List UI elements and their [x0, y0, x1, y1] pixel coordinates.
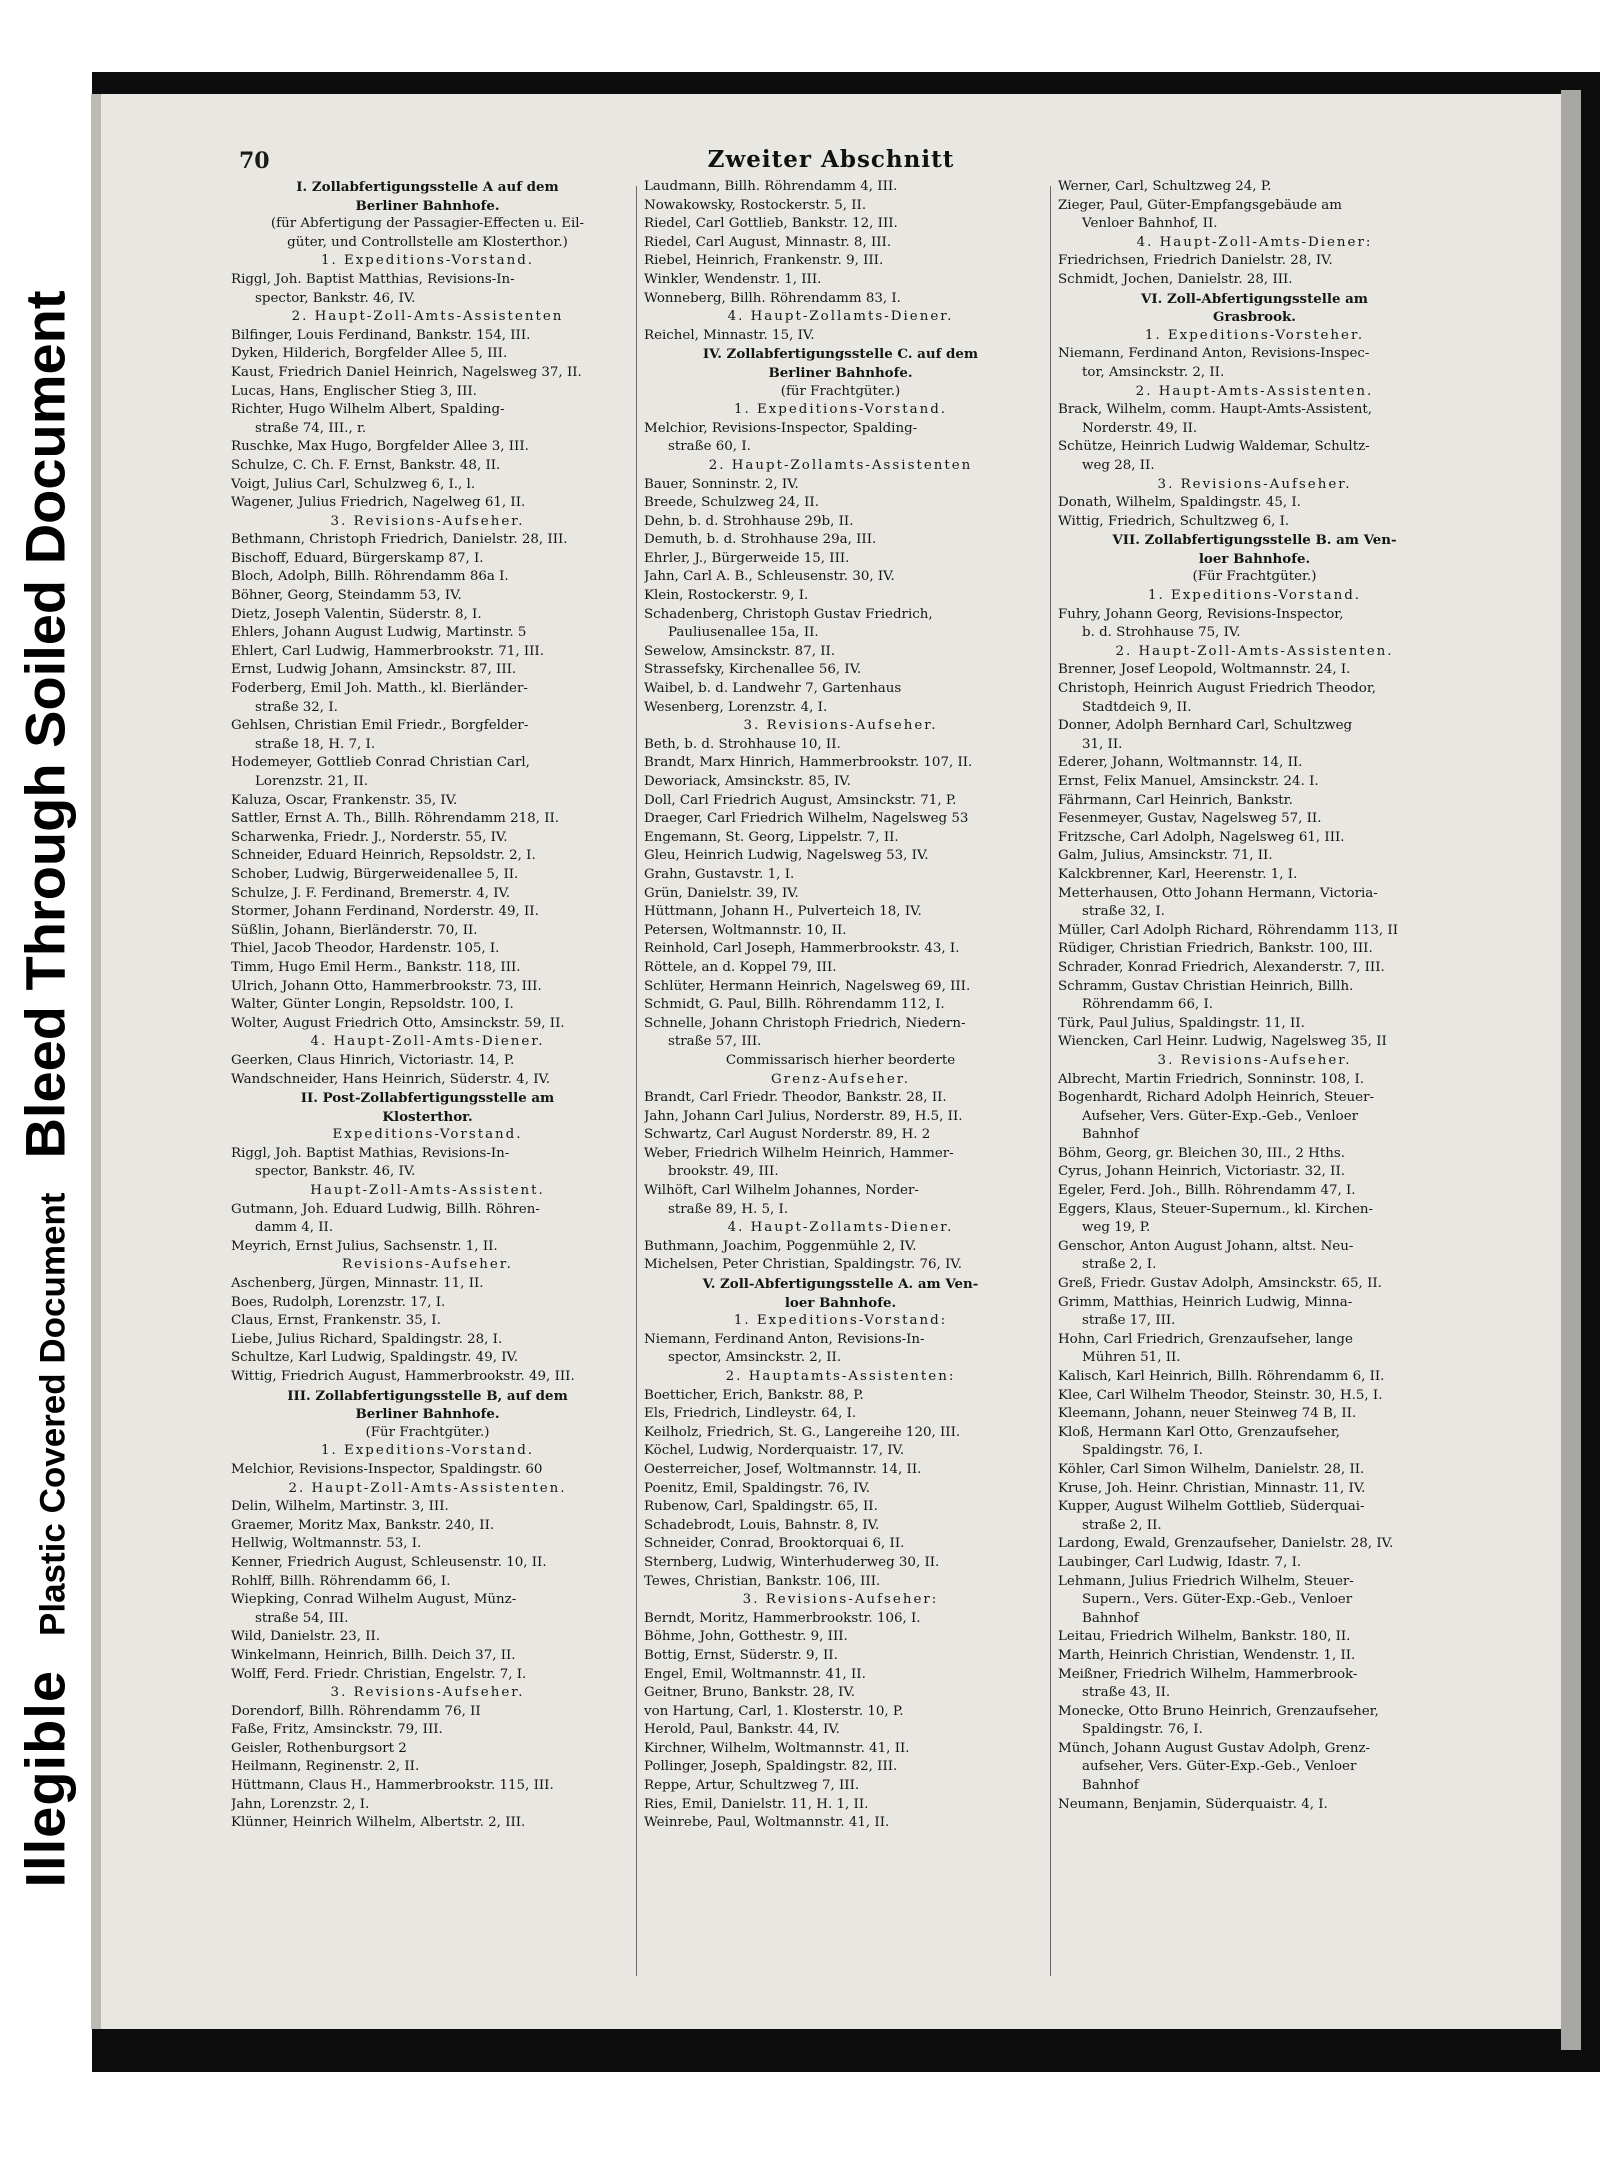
- entry-line: Winkler, Wendenstr. 1, III.: [644, 271, 822, 287]
- entry-continuation: aufseher, Vers. Güter-Exp.-Geb., Venloer: [1082, 1759, 1357, 1775]
- entry-line: Walter, Günter Longin, Repsoldstr. 100, I.: [231, 997, 514, 1013]
- entry-line: Aschenberg, Jürgen, Minnastr. 11, II.: [231, 1276, 484, 1292]
- entry-line: Demuth, b. d. Strohhause 29a, III.: [644, 532, 877, 548]
- entry-line: Gehlsen, Christian Emil Friedr., Borgfelder-: [231, 718, 529, 734]
- entry-line: Bottig, Ernst, Süderstr. 9, II.: [644, 1647, 838, 1663]
- entry-line: Werner, Carl, Schultzweg 24, P.: [1058, 179, 1272, 194]
- entry-line: Egeler, Ferd. Joh., Billh. Röhrendamm 47, I.: [1058, 1183, 1356, 1199]
- entry-line: Wilhöft, Carl Wilhelm Johannes, Norder-: [644, 1183, 919, 1199]
- stamp-bleed-through: Bleed Through Soiled Document: [13, 290, 77, 1159]
- entry-line: Petersen, Woltmannstr. 10, II.: [644, 922, 847, 938]
- entry-continuation: spector, Amsinckstr. 2, II.: [668, 1350, 842, 1366]
- entry-line: Boetticher, Erich, Bankstr. 88, P.: [644, 1387, 864, 1403]
- entry-line: Türk, Paul Julius, Spaldingstr. 11, II.: [1058, 1015, 1305, 1031]
- entry-line: Schneider, Eduard Heinrich, Repsoldstr. 2, I.: [231, 848, 536, 864]
- rank-heading: 2. Haupt-Zoll-Amts-Assistenten: [291, 309, 564, 325]
- section-heading: IV. Zollabfertigungsstelle C. auf dem: [702, 346, 979, 363]
- entry-line: Buthmann, Joachim, Poggenmühle 2, IV.: [644, 1238, 917, 1254]
- entry-line: Böhme, John, Gotthestr. 9, III.: [644, 1629, 848, 1645]
- entry-line: Heilmann, Reginenstr. 2, II.: [231, 1759, 420, 1775]
- entry-line: Süßlin, Johann, Bierländerstr. 70, II.: [231, 922, 478, 938]
- entry-line: Jahn, Johann Carl Julius, Norderstr. 89, H.5, II.: [644, 1108, 963, 1124]
- entry-line: Kalisch, Karl Heinrich, Billh. Röhrendamm 6, II.: [1058, 1369, 1385, 1384]
- entry-line: Klein, Rostockerstr. 9, I.: [644, 588, 809, 604]
- entry-continuation: straße 17, III.: [1082, 1313, 1176, 1329]
- entry-line: Els, Friedrich, Lindleystr. 64, I.: [644, 1406, 857, 1422]
- entry-line: Herold, Paul, Bankstr. 44, IV.: [644, 1722, 840, 1738]
- entry-line: Wild, Danielstr. 23, II.: [231, 1629, 381, 1645]
- entry-line: Hüttmann, Johann H., Pulverteich 18, IV.: [644, 904, 922, 920]
- entry-line: von Hartung, Carl, 1. Klosterstr. 10, P.: [644, 1703, 904, 1719]
- rank-heading: 3. Revisions-Aufseher:: [742, 1592, 939, 1608]
- column-rule: [1050, 186, 1051, 1976]
- entry-line: Geerken, Claus Hinrich, Victoriastr. 14, P.: [231, 1052, 515, 1068]
- rank-heading: 4. Haupt-Zollamts-Diener.: [727, 1220, 954, 1236]
- entry-line: Dehn, b. d. Strohhause 29b, II.: [644, 513, 854, 529]
- entry-line: Schlüter, Hermann Heinrich, Nagelsweg 69, III.: [644, 978, 971, 994]
- entry-line: Bethmann, Christoph Friedrich, Danielstr. 28, III.: [231, 532, 568, 548]
- entry-line: Breede, Schulzweg 24, II.: [644, 495, 819, 511]
- entry-line: Schwartz, Carl August Norderstr. 89, H. 2: [644, 1127, 931, 1143]
- entry-line: Jahn, Lorenzstr. 2, I.: [231, 1796, 370, 1812]
- entry-line: Riebel, Heinrich, Frankenstr. 9, III.: [644, 253, 884, 269]
- entry-continuation: straße 18, H. 7, I.: [255, 736, 376, 752]
- entry-line: Rüdiger, Christian Friedrich, Bankstr. 100, III.: [1058, 941, 1373, 957]
- entry-line: Beth, b. d. Strohhause 10, II.: [644, 736, 841, 752]
- entry-line: Liebe, Julius Richard, Spaldingstr. 28, I.: [231, 1331, 503, 1347]
- section-note: (für Abfertigung der Passagier-Effecten u. Eil-: [270, 216, 585, 232]
- entry-continuation: Supern., Vers. Güter-Exp.-Geb., Venloer: [1082, 1592, 1353, 1608]
- rank-heading: 2. Haupt-Amts-Assistenten.: [1135, 383, 1374, 399]
- entry-continuation: Aufseher, Vers. Güter-Exp.-Geb., Venloer: [1082, 1108, 1359, 1124]
- entry-line: Weinrebe, Paul, Woltmannstr. 41, II.: [644, 1815, 890, 1831]
- entry-line: Lardong, Ewald, Grenzaufseher, Danielstr. 28, IV.: [1058, 1536, 1394, 1552]
- entry-line: Ruschke, Max Hugo, Borgfelder Allee 3, III.: [231, 439, 529, 455]
- section-heading: III. Zollabfertigungsstelle B, auf dem: [287, 1387, 568, 1404]
- entry-line: Grimm, Matthias, Heinrich Ludwig, Minna-: [1058, 1294, 1353, 1310]
- rank-heading: 3. Revisions-Aufseher.: [743, 718, 938, 734]
- rank-heading: 4. Haupt-Zoll-Amts-Diener.: [310, 1034, 545, 1050]
- entry-line: Sewelow, Amsinckstr. 87, II.: [644, 643, 836, 659]
- entry-line: Weber, Friedrich Wilhelm Heinrich, Hammer-: [644, 1145, 954, 1161]
- entry-line: Lehmann, Julius Friedrich Wilhelm, Steuer-: [1058, 1573, 1354, 1589]
- rank-heading: 3. Revisions-Aufseher.: [1157, 476, 1352, 492]
- entry-line: Waibel, b. d. Landwehr 7, Gartenhaus: [644, 681, 902, 697]
- entry-line: Dyken, Hilderich, Borgfelder Allee 5, III.: [231, 346, 508, 362]
- section-heading: VII. Zollabfertigungsstelle B. am Ven-: [1112, 532, 1397, 549]
- entry-line: Köhler, Carl Simon Wilhelm, Danielstr. 28, II.: [1058, 1461, 1365, 1477]
- rank-heading: 3. Revisions-Aufseher.: [330, 1685, 525, 1701]
- entry-line: Bloch, Adolph, Billh. Röhrendamm 86a I.: [231, 569, 509, 585]
- section-note: (für Frachtgüter.): [780, 383, 901, 399]
- entry-line: Ehlers, Johann August Ludwig, Martinstr. 5: [231, 625, 527, 641]
- entry-line: Christoph, Heinrich August Friedrich Theodor,: [1058, 681, 1377, 697]
- entry-line: Pollinger, Joseph, Spaldingstr. 82, III.: [644, 1759, 898, 1775]
- entry-continuation: weg 19, P.: [1082, 1220, 1151, 1236]
- entry-line: Brandt, Carl Friedr. Theodor, Bankstr. 28, II.: [644, 1090, 947, 1106]
- entry-line: Riedel, Carl August, Minnastr. 8, III.: [644, 234, 892, 250]
- entry-line: Voigt, Julius Carl, Schulzweg 6, I., l.: [231, 476, 476, 492]
- rank-heading: 1. Expeditions-Vorstand:: [733, 1313, 948, 1329]
- entry-line: Ernst, Felix Manuel, Amsinckstr. 24. I.: [1058, 774, 1319, 789]
- entry-line: Brenner, Josef Leopold, Woltmannstr. 24, I.: [1058, 662, 1351, 678]
- stamp-plastic-covered: Plastic Covered Document: [33, 1192, 73, 1636]
- entry-line: Brandt, Marx Hinrich, Hammerbrookstr. 107, II.: [644, 755, 973, 771]
- entry-line: Laudmann, Billh. Röhrendamm 4, III.: [644, 179, 898, 194]
- entry-continuation: spector, Bankstr. 46, IV.: [255, 1164, 416, 1180]
- entry-continuation: 31, II.: [1082, 736, 1123, 752]
- entry-continuation: straße 32, I.: [255, 699, 338, 715]
- entry-line: Claus, Ernst, Frankenstr. 35, I.: [231, 1313, 441, 1329]
- section-heading: I. Zollabfertigungsstelle A auf dem: [296, 179, 559, 195]
- entry-continuation: b. d. Strohhause 75, IV.: [1082, 625, 1241, 641]
- entry-line: Richter, Hugo Wilhelm Albert, Spalding-: [231, 402, 505, 418]
- section-note: güter, und Controllstelle am Klosterthor.): [287, 234, 568, 250]
- entry-continuation: brookstr. 49, III.: [668, 1164, 779, 1180]
- running-head: Zweiter Abschnitt: [707, 146, 955, 173]
- entry-line: Grün, Danielstr. 39, IV.: [644, 885, 799, 901]
- entry-line: Cyrus, Johann Heinrich, Victoriastr. 32, II.: [1058, 1164, 1346, 1180]
- section-heading: Grasbrook.: [1213, 309, 1296, 326]
- entry-line: Riggl, Joh. Baptist Matthias, Revisions-In-: [231, 271, 515, 287]
- section-heading: Berliner Bahnhofe.: [768, 364, 913, 381]
- entry-line: Schulze, C. Ch. F. Ernst, Bankstr. 48, II.: [231, 457, 501, 473]
- entry-continuation: straße 54, III.: [255, 1610, 349, 1626]
- entry-line: Nowakowsky, Rostockerstr. 5, II.: [644, 197, 867, 213]
- entry-line: Neumann, Benjamin, Süderquaistr. 4, I.: [1058, 1796, 1328, 1812]
- rank-heading: 4. Haupt-Zoll-Amts-Diener:: [1136, 234, 1373, 250]
- entry-line: Sattler, Ernst A. Th., Billh. Röhrendamm 218, II.: [231, 811, 560, 827]
- entry-line: Melchior, Revisions-Inspector, Spaldingstr. 60: [231, 1461, 543, 1477]
- rank-heading: 1. Expeditions-Vorstand.: [320, 1443, 535, 1459]
- entry-line: Brack, Wilhelm, comm. Haupt-Amts-Assistent,: [1058, 402, 1372, 418]
- entry-line: Schmidt, Jochen, Danielstr. 28, III.: [1058, 271, 1293, 287]
- entry-line: Bischoff, Eduard, Bürgerskamp 87, I.: [231, 550, 484, 566]
- book-page: [91, 94, 1561, 2029]
- rank-heading: 4. Haupt-Zollamts-Diener.: [727, 309, 954, 325]
- rank-heading: Revisions-Aufseher.: [342, 1257, 513, 1273]
- entry-line: Wolff, Ferd. Friedr. Christian, Engelstr. 7, I.: [231, 1666, 527, 1682]
- column-rule: [636, 186, 637, 1976]
- entry-line: Ulrich, Johann Otto, Hammerbrookstr. 73, III.: [231, 978, 542, 994]
- entry-line: Bauer, Sonninstr. 2, IV.: [644, 476, 799, 492]
- entry-line: Friedrichsen, Friedrich Danielstr. 28, IV.: [1058, 253, 1333, 269]
- entry-line: Wonneberg, Billh. Röhrendamm 83, I.: [644, 290, 901, 306]
- rank-heading: Grenz-Aufseher.: [770, 1071, 910, 1087]
- entry-continuation: Norderstr. 49, II.: [1082, 420, 1198, 436]
- entry-line: Deworiack, Amsinckstr. 85, IV.: [644, 774, 851, 789]
- section-heading: loer Bahnhofe.: [1198, 550, 1311, 567]
- entry-line: Zieger, Paul, Güter-Empfangsgebäude am: [1058, 197, 1342, 213]
- entry-continuation: spector, Bankstr. 46, IV.: [255, 290, 416, 306]
- entry-line: Thiel, Jacob Theodor, Hardenstr. 105, I.: [231, 941, 500, 957]
- column-left: [231, 178, 624, 2008]
- entry-line: Grahn, Gustavstr. 1, I.: [644, 866, 795, 882]
- entry-line: Hellwig, Woltmannstr. 53, I.: [231, 1536, 422, 1552]
- entry-line: Reichel, Minnastr. 15, IV.: [644, 327, 815, 343]
- entry-line: Reppe, Artur, Schultzweg 7, III.: [644, 1778, 860, 1794]
- entry-line: Tewes, Christian, Bankstr. 106, III.: [644, 1573, 881, 1589]
- entry-line: Klünner, Heinrich Wilhelm, Albertstr. 2, III.: [231, 1815, 526, 1831]
- entry-line: Wiepking, Conrad Wilhelm August, Münz-: [231, 1592, 517, 1608]
- entry-line: Metterhausen, Otto Johann Hermann, Victoria-: [1058, 885, 1378, 901]
- entry-line: Schmidt, G. Paul, Billh. Röhrendamm 112, I.: [644, 997, 945, 1013]
- rank-heading: 2. Hauptamts-Assistenten:: [725, 1369, 956, 1384]
- entry-line: Donath, Wilhelm, Spaldingstr. 45, I.: [1058, 495, 1301, 511]
- entry-continuation: weg 28, II.: [1082, 457, 1155, 473]
- entry-line: Strassefsky, Kirchenallee 56, IV.: [644, 662, 862, 678]
- entry-continuation: straße 43, II.: [1082, 1685, 1171, 1701]
- entry-line: Ehlert, Carl Ludwig, Hammerbrookstr. 71, III.: [231, 643, 544, 659]
- entry-line: Wandschneider, Hans Heinrich, Süderstr. 4, IV.: [231, 1071, 551, 1087]
- stamp-text-group: [13, 290, 78, 1887]
- entry-line: Timm, Hugo Emil Herm., Bankstr. 118, III.: [231, 959, 521, 975]
- entry-line: Fährmann, Carl Heinrich, Bankstr.: [1058, 792, 1293, 808]
- entry-line: Niemann, Ferdinand Anton, Revisions-In-: [644, 1331, 925, 1347]
- entry-line: Monecke, Otto Bruno Heinrich, Grenzaufseher,: [1058, 1703, 1379, 1719]
- entry-line: Schultze, Karl Ludwig, Spaldingstr. 49, IV.: [231, 1350, 519, 1366]
- entry-line: Reinhold, Carl Joseph, Hammerbrookstr. 43, I.: [644, 941, 960, 957]
- section-heading: Klosterthor.: [382, 1108, 473, 1125]
- entry-line: Köchel, Ludwig, Norderquaistr. 17, IV.: [644, 1443, 905, 1459]
- entry-line: Marth, Heinrich Christian, Wendenstr. 1, II.: [1058, 1647, 1356, 1663]
- section-note: (Für Frachtgüter.): [365, 1424, 490, 1440]
- entry-line: Schober, Ludwig, Bürgerweidenallee 5, II.: [231, 866, 519, 882]
- entry-line: Kalckbrenner, Karl, Heerenstr. 1, I.: [1058, 866, 1298, 882]
- entry-line: Boes, Rudolph, Lorenzstr. 17, I.: [231, 1294, 446, 1310]
- entry-line: Schadebrodt, Louis, Bahnstr. 8, IV.: [644, 1517, 880, 1533]
- entry-line: Foderberg, Emil Joh. Matth., kl. Bierländer-: [231, 681, 528, 697]
- entry-line: Rubenow, Carl, Spaldingstr. 65, II.: [644, 1499, 878, 1515]
- entry-line: Kenner, Friedrich August, Schleusenstr. 10, II.: [231, 1554, 547, 1570]
- entry-continuation: straße 60, I.: [668, 439, 751, 455]
- entry-line: Leitau, Friedrich Wilhelm, Bankstr. 180, II.: [1058, 1629, 1351, 1645]
- column-middle: [644, 178, 1037, 2008]
- rank-heading: 1. Expeditions-Vorstand.: [1147, 588, 1362, 604]
- entry-line: Wagener, Julius Friedrich, Nagelweg 61, II.: [231, 495, 526, 511]
- entry-continuation: Bahnhof: [1082, 1610, 1139, 1626]
- entry-continuation: Bahnhof: [1082, 1127, 1139, 1143]
- entry-line: Keilholz, Friedrich, St. G., Langereihe 120, III.: [644, 1424, 961, 1440]
- entry-line: Poenitz, Emil, Spaldingstr. 76, IV.: [644, 1480, 871, 1496]
- entry-line: Riggl, Joh. Baptist Mathias, Revisions-In-: [231, 1145, 510, 1161]
- entry-line: Kaust, Friedrich Daniel Heinrich, Nagelsweg 37, II.: [231, 364, 582, 380]
- rank-heading: 1. Expeditions-Vorstand.: [733, 402, 948, 418]
- entry-line: Delin, Wilhelm, Martinstr. 3, III.: [231, 1499, 449, 1515]
- page-number: 70: [239, 148, 270, 174]
- entry-line: Kloß, Hermann Karl Otto, Grenzaufseher,: [1058, 1424, 1341, 1440]
- entry-line: Wiencken, Carl Heinr. Ludwig, Nagelsweg 35, II: [1058, 1034, 1387, 1050]
- entry-line: Röttele, an d. Koppel 79, III.: [644, 959, 837, 975]
- entry-continuation: straße 2, II.: [1082, 1517, 1162, 1533]
- entry-continuation: straße 57, III.: [668, 1034, 762, 1050]
- section-note: Commissarisch hierher beorderte: [725, 1052, 956, 1068]
- entry-line: Bilfinger, Louis Ferdinand, Bankstr. 154, III.: [231, 327, 531, 343]
- entry-line: Faße, Fritz, Amsinckstr. 79, III.: [231, 1722, 443, 1738]
- entry-line: Schneider, Conrad, Brooktorquai 6, II.: [644, 1536, 905, 1552]
- entry-line: Kaluza, Oscar, Frankenstr. 35, IV.: [231, 792, 458, 808]
- entry-line: Hohn, Carl Friedrich, Grenzaufseher, lange: [1058, 1331, 1353, 1347]
- entry-line: Fritzsche, Carl Adolph, Nagelsweg 61, III.: [1058, 829, 1345, 845]
- entry-continuation: Lorenzstr. 21, II.: [255, 774, 369, 789]
- entry-continuation: Stadtdeich 9, II.: [1082, 699, 1192, 715]
- entry-line: Wittig, Friedrich, Schultzweg 6, I.: [1058, 513, 1290, 529]
- document-condition-stamp: [0, 0, 90, 2177]
- entry-continuation: straße 74, III., r.: [255, 420, 367, 436]
- entry-line: Gleu, Heinrich Ludwig, Nagelsweg 53, IV.: [644, 848, 929, 864]
- entry-line: Riedel, Carl Gottlieb, Bankstr. 12, III.: [644, 216, 898, 232]
- entry-line: Ries, Emil, Danielstr. 11, H. 1, II.: [644, 1796, 869, 1812]
- rank-heading: 1. Expeditions-Vorsteher.: [1144, 327, 1365, 343]
- entry-line: Hüttmann, Claus H., Hammerbrookstr. 115, III.: [231, 1778, 554, 1794]
- entry-line: Albrecht, Martin Friedrich, Sonninstr. 108, I.: [1058, 1071, 1365, 1087]
- entry-line: Engel, Emil, Woltmannstr. 41, II.: [644, 1666, 866, 1682]
- entry-continuation: tor, Amsinckstr. 2, II.: [1082, 364, 1225, 380]
- entry-line: Gutmann, Joh. Eduard Ludwig, Billh. Röhren-: [231, 1201, 540, 1217]
- entry-line: Winkelmann, Heinrich, Billh. Deich 37, II.: [231, 1647, 516, 1663]
- entry-line: Ehrler, J., Bürgerweide 15, III.: [644, 550, 850, 566]
- entry-line: Kruse, Joh. Heinr. Christian, Minnastr. 11, IV.: [1058, 1480, 1366, 1496]
- entry-line: Müller, Carl Adolph Richard, Röhrendamm 113, II: [1058, 922, 1399, 938]
- entry-line: Oesterreicher, Josef, Woltmannstr. 14, II.: [644, 1461, 922, 1477]
- entry-line: Schnelle, Johann Christoph Friedrich, Niedern-: [644, 1015, 966, 1031]
- entry-line: Fesenmeyer, Gustav, Nagelsweg 57, II.: [1058, 811, 1322, 827]
- entry-line: Schrader, Konrad Friedrich, Alexanderstr. 7, III.: [1058, 959, 1385, 975]
- section-heading: II. Post-Zollabfertigungsstelle am: [300, 1090, 555, 1107]
- entry-line: Bogenhardt, Richard Adolph Heinrich, Steuer-: [1058, 1090, 1375, 1106]
- entry-line: Münch, Johann August Gustav Adolph, Grenz-: [1058, 1740, 1371, 1756]
- entry-line: Wittig, Friedrich August, Hammerbrookstr. 49, III.: [231, 1369, 575, 1384]
- entry-line: Scharwenka, Friedr. J., Norderstr. 55, IV.: [231, 829, 508, 845]
- entry-line: Lucas, Hans, Englischer Stieg 3, III.: [231, 383, 477, 399]
- entry-continuation: damm 4, II.: [255, 1220, 334, 1236]
- entry-line: Melchior, Revisions-Inspector, Spalding-: [644, 420, 918, 436]
- entry-line: Dietz, Joseph Valentin, Süderstr. 8, I.: [231, 606, 482, 622]
- entry-line: Donner, Adolph Bernhard Carl, Schultzweg: [1058, 718, 1353, 734]
- entry-line: Draeger, Carl Friedrich Wilhelm, Nagelsweg 53: [644, 811, 969, 827]
- entry-continuation: Spaldingstr. 76, I.: [1082, 1443, 1203, 1459]
- entry-continuation: straße 89, H. 5, I.: [668, 1201, 789, 1217]
- entry-continuation: straße 2, I.: [1082, 1257, 1157, 1273]
- section-heading: VI. Zoll-Abfertigungsstelle am: [1141, 290, 1368, 307]
- entry-line: Meißner, Friedrich Wilhelm, Hammerbrook-: [1058, 1666, 1358, 1682]
- section-heading: loer Bahnhofe.: [784, 1294, 897, 1311]
- rank-heading: 2. Haupt-Zoll-Amts-Assistenten.: [288, 1480, 567, 1496]
- entry-line: Eggers, Klaus, Steuer-Supernum., kl. Kirchen-: [1058, 1201, 1374, 1217]
- rank-heading: 2. Haupt-Zoll-Amts-Assistenten.: [1115, 643, 1394, 659]
- rank-heading: Expeditions-Vorstand.: [332, 1127, 523, 1143]
- entry-line: Rohlff, Billh. Röhrendamm 66, I.: [231, 1573, 451, 1589]
- entry-line: Fuhry, Johann Georg, Revisions-Inspector,: [1058, 606, 1344, 622]
- stamp-illegible: Illegible: [13, 1669, 77, 1887]
- section-heading: Berliner Bahnhofe.: [355, 197, 500, 214]
- entry-line: Galm, Julius, Amsinckstr. 71, II.: [1058, 848, 1273, 864]
- entry-line: Ederer, Johann, Woltmannstr. 14, II.: [1058, 755, 1303, 771]
- rank-heading: Haupt-Zoll-Amts-Assistent.: [310, 1183, 545, 1199]
- entry-line: Doll, Carl Friedrich August, Amsinckstr. 71, P.: [644, 792, 957, 808]
- entry-line: Dorendorf, Billh. Röhrendamm 76, II: [231, 1703, 481, 1719]
- entry-line: Graemer, Moritz Max, Bankstr. 240, II.: [231, 1517, 495, 1533]
- entry-line: Niemann, Ferdinand Anton, Revisions-Inspec-: [1058, 346, 1370, 362]
- entry-line: Jahn, Carl A. B., Schleusenstr. 30, IV.: [644, 569, 895, 585]
- section-heading: Berliner Bahnhofe.: [355, 1406, 500, 1423]
- entry-continuation: straße 32, I.: [1082, 904, 1165, 920]
- entry-line: Schütze, Heinrich Ludwig Waldemar, Schultz-: [1058, 439, 1370, 455]
- rank-heading: 1. Expeditions-Vorstand.: [320, 253, 535, 269]
- entry-line: Schramm, Gustav Christian Heinrich, Billh.: [1058, 978, 1354, 994]
- entry-line: Böhner, Georg, Steindamm 53, IV.: [231, 588, 462, 604]
- entry-line: Schadenberg, Christoph Gustav Friedrich,: [644, 606, 933, 622]
- entry-line: Michelsen, Peter Christian, Spaldingstr. 76, IV.: [644, 1257, 962, 1273]
- entry-line: Engemann, St. Georg, Lippelstr. 7, II.: [644, 829, 899, 845]
- entry-line: Kupper, August Wilhelm Gottlieb, Süderquai-: [1058, 1499, 1365, 1515]
- entry-continuation: Pauliusenallee 15a, II.: [668, 625, 819, 641]
- entry-line: Wesenberg, Lorenzstr. 4, I.: [644, 699, 828, 715]
- rank-heading: 2. Haupt-Zollamts-Assistenten: [708, 457, 973, 473]
- section-heading: V. Zoll-Abfertigungsstelle A. am Ven-: [702, 1276, 979, 1293]
- entry-line: Stormer, Johann Ferdinand, Norderstr. 49, II.: [231, 904, 539, 920]
- entry-continuation: Röhrendamm 66, I.: [1082, 997, 1214, 1013]
- entry-line: Genschor, Anton August Johann, altst. Neu-: [1058, 1238, 1354, 1254]
- entry-line: Greß, Friedr. Gustav Adolph, Amsinckstr. 65, II.: [1058, 1276, 1382, 1292]
- entry-line: Meyrich, Ernst Julius, Sachsenstr. 1, II.: [231, 1238, 498, 1254]
- entry-continuation: Spaldingstr. 76, I.: [1082, 1722, 1203, 1738]
- entry-line: Hodemeyer, Gottlieb Conrad Christian Carl,: [231, 755, 530, 771]
- entry-line: Wolter, August Friedrich Otto, Amsinckstr. 59, II.: [231, 1015, 565, 1031]
- entry-line: Klee, Carl Wilhelm Theodor, Steinstr. 30, H.5, I.: [1058, 1387, 1383, 1403]
- column-right: [1058, 178, 1451, 2008]
- entry-line: Kirchner, Wilhelm, Woltmannstr. 41, II.: [644, 1740, 910, 1756]
- entry-line: Geisler, Rothenburgsort 2: [231, 1740, 407, 1756]
- entry-continuation: Bahnhof: [1082, 1778, 1139, 1794]
- adjacent-page-edge: [1561, 90, 1581, 2050]
- entry-line: Schulze, J. F. Ferdinand, Bremerstr. 4, IV.: [231, 885, 511, 901]
- entry-continuation: Mühren 51, II.: [1082, 1350, 1181, 1366]
- rank-heading: 3. Revisions-Aufseher.: [1157, 1052, 1352, 1068]
- section-note: (Für Frachtgüter.): [1192, 569, 1317, 585]
- entry-line: Kleemann, Johann, neuer Steinweg 74 B, II.: [1058, 1406, 1357, 1422]
- entry-line: Geitner, Bruno, Bankstr. 28, IV.: [644, 1685, 856, 1701]
- entry-line: Ernst, Ludwig Johann, Amsinckstr. 87, III.: [231, 662, 517, 678]
- rank-heading: 3. Revisions-Aufseher.: [330, 513, 525, 529]
- entry-continuation: Venloer Bahnhof, II.: [1082, 216, 1218, 232]
- entry-line: Berndt, Moritz, Hammerbrookstr. 106, I.: [644, 1610, 921, 1626]
- entry-line: Sternberg, Ludwig, Winterhuderweg 30, II.: [644, 1554, 940, 1570]
- entry-line: Böhm, Georg, gr. Bleichen 30, III., 2 Hths.: [1058, 1145, 1345, 1161]
- entry-line: Laubinger, Carl Ludwig, Idastr. 7, I.: [1058, 1554, 1302, 1570]
